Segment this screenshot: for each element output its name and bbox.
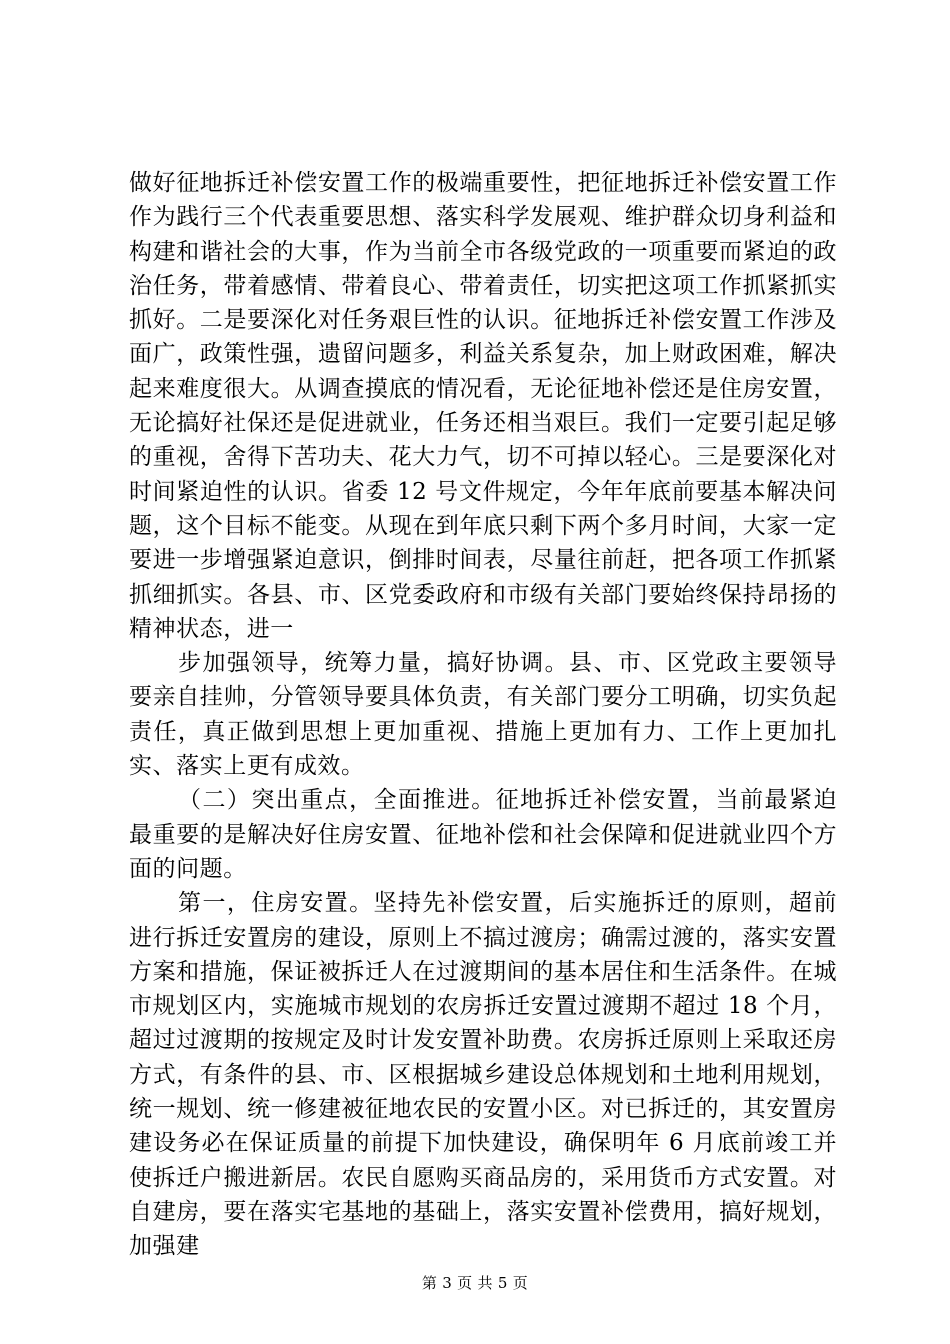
- paragraph: 做好征地拆迁补偿安置工作的极端重要性，把征地拆迁补偿安置工作作为践行三个代表重要思想、落实科学发展观、维护群众切身利益和构建和谐社会的大事，作为当前全市各级党政的一项重要而紧迫的政治任务，带着感情、带着良心、带着责任，切实把这项工作抓紧抓实抓好。二是要深化对任务艰巨性的认识。征地拆迁补偿安置工作涉及面广，政策性强，遗留问题多，利益关系复杂，加上财政困难，解决起来难度很大。从调查摸底的情况看，无论征地补偿还是住房安置，无论搞好社保还是促进就业，任务还相当艰巨。我们一定要引起足够的重视，舍得下苦功夫、花大力气，切不可掉以轻心。三是要深化对时间紧迫性的认识。省委 12 号文件规定，今年年底前要基本解决问题，这个目标不能变。从现在到年底只剩下两个多月时间，大家一定要进一步增强紧迫意识，倒排时间表，尽量往前赶，把各项工作抓紧抓细抓实。各县、市、区党委政府和市级有关部门要始终保持昂扬的精神状态，进一: [129, 170, 837, 642]
- page-number-footer: 第 3 页 共 5 页: [421, 1274, 529, 1292]
- document-body: [129, 166, 837, 1264]
- paragraph: 第一，住房安置。坚持先补偿安置，后实施拆迁的原则，超前进行拆迁安置房的建设，原则上不搞过渡房；确需过渡的，落实安置方案和措施，保证被拆迁人在过渡期间的基本居住和生活条件。在城市规划区内，实施城市规划的农房拆迁安置过渡期不超过 18 个月，超过过渡期的按规定及时计发安置补助费。农房拆迁原则上采取还房方式，有条件的县、市、区根据城乡建设总体规划和土地利用规划，统一规划、统一修建被征地农民的安置小区。对已拆迁的，其安置房建设务必在保证质量的前提下加快建设，确保明年 6 月底前竣工并使拆迁户搬进新居。农民自愿购买商品房的，采用货币方式安置。对自建房，要在落实宅基地的基础上，落实安置补偿费用，搞好规划，加强建: [129, 890, 837, 1260]
- paragraph: （二）突出重点，全面推进。征地拆迁补偿安置，当前最紧迫最重要的是解决好住房安置、征地补偿和社会保障和促进就业四个方面的问题。: [129, 787, 837, 882]
- paragraph: 步加强领导，统筹力量，搞好协调。县、市、区党政主要领导要亲自挂帅，分管领导要具体负责，有关部门要分工明确，切实负起责任，真正做到思想上更加重视、措施上更加有力、工作上更加扎实、落实上更有成效。: [129, 650, 837, 780]
